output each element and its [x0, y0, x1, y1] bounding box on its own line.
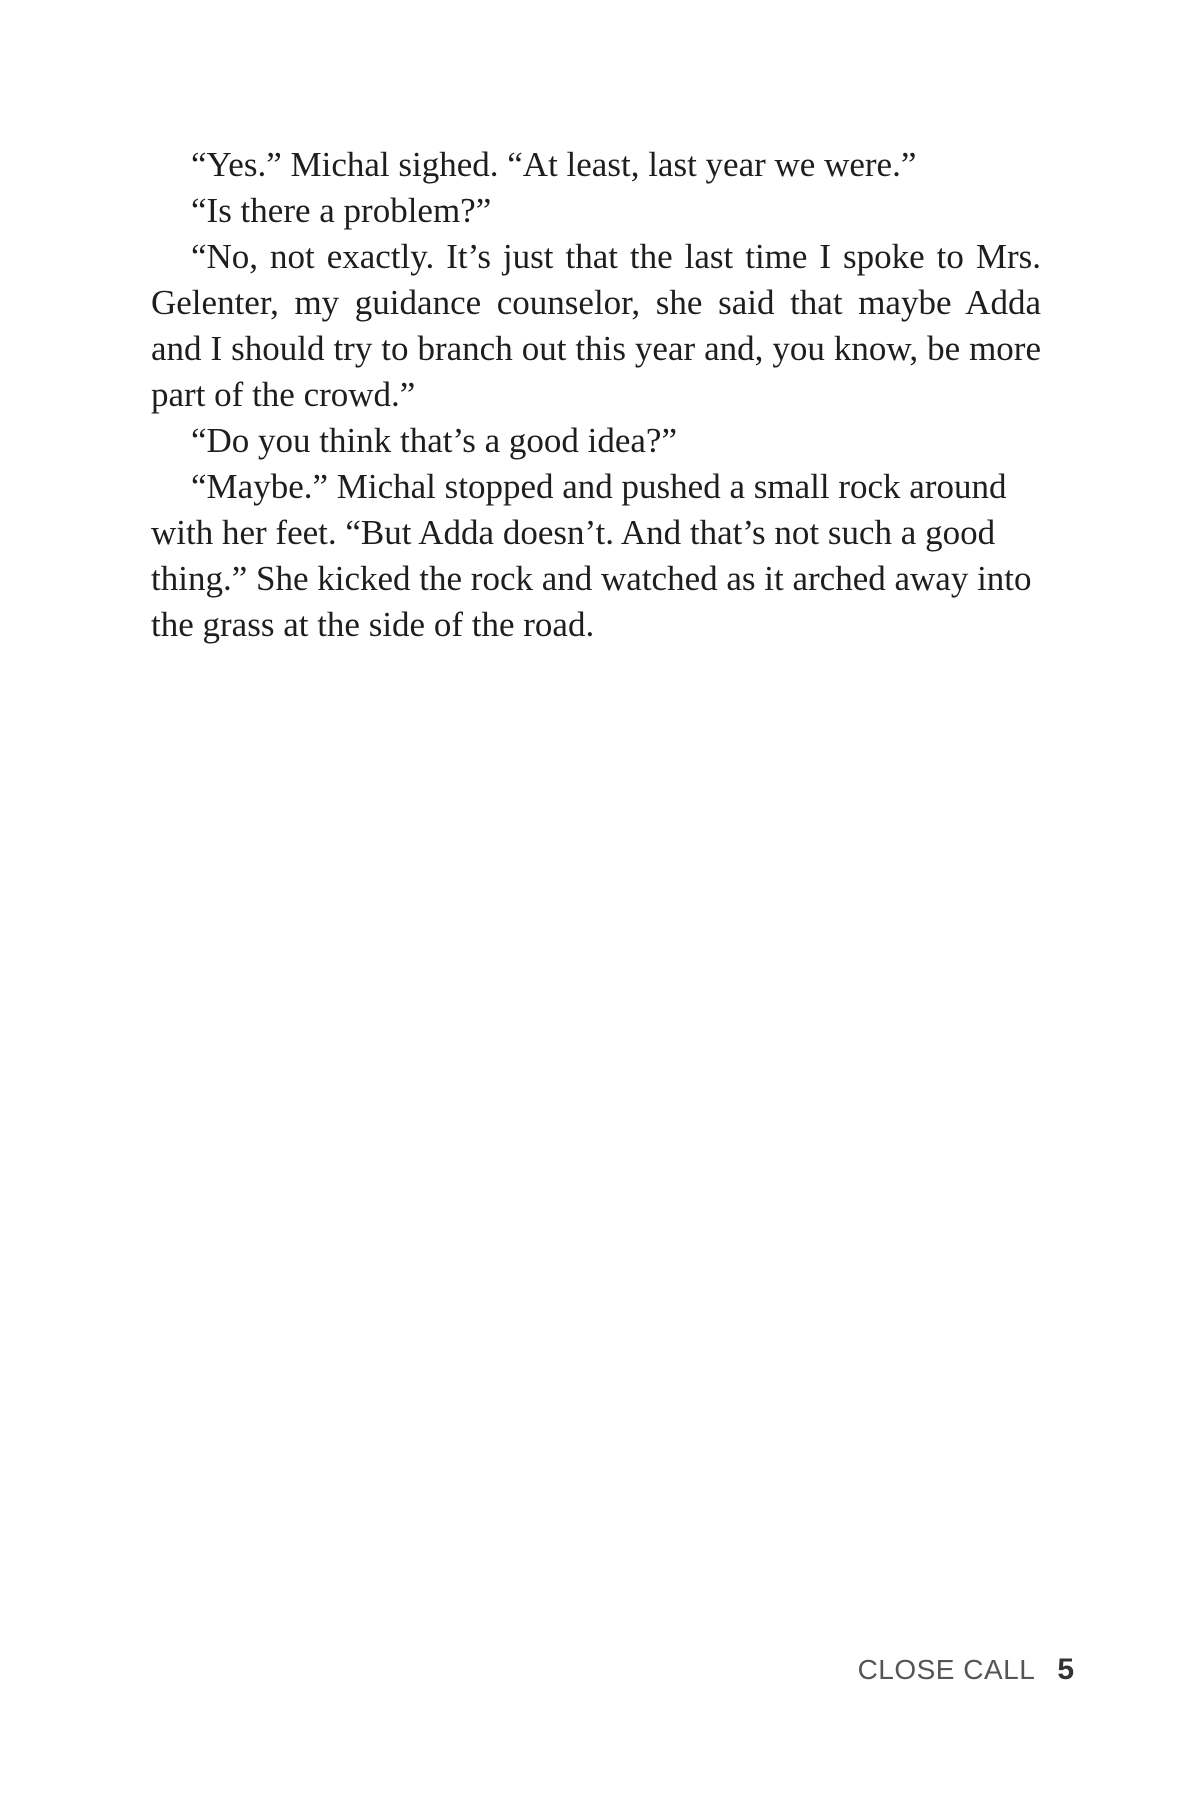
paragraph-4: “Do you think that’s a good idea?” — [191, 421, 677, 460]
page-number: 5 — [1057, 1653, 1074, 1686]
running-title: CLOSE CALL — [857, 1654, 1036, 1685]
body-text — [151, 142, 1041, 648]
paragraph-3: “No, not exactly. It’s just that the last time I spoke to Mrs. Gelenter, my guidance counselor, she said that maybe Adda and I should try to branch out this year and, you know, be more part of the crowd.” — [151, 237, 1041, 414]
paragraph-1: “Yes.” Michal sighed. “At least, last year we were.” — [191, 145, 917, 184]
paragraph-2: “Is there a problem?” — [191, 191, 492, 230]
page-footer — [858, 1653, 1074, 1693]
paragraph-5: “Maybe.” Michal stopped and pushed a small rock around with her feet. “But Adda doesn’t. And that’s not such a good thing.” She kicked the rock and watched as it arched away into the grass at the side of the road. — [151, 467, 1032, 644]
